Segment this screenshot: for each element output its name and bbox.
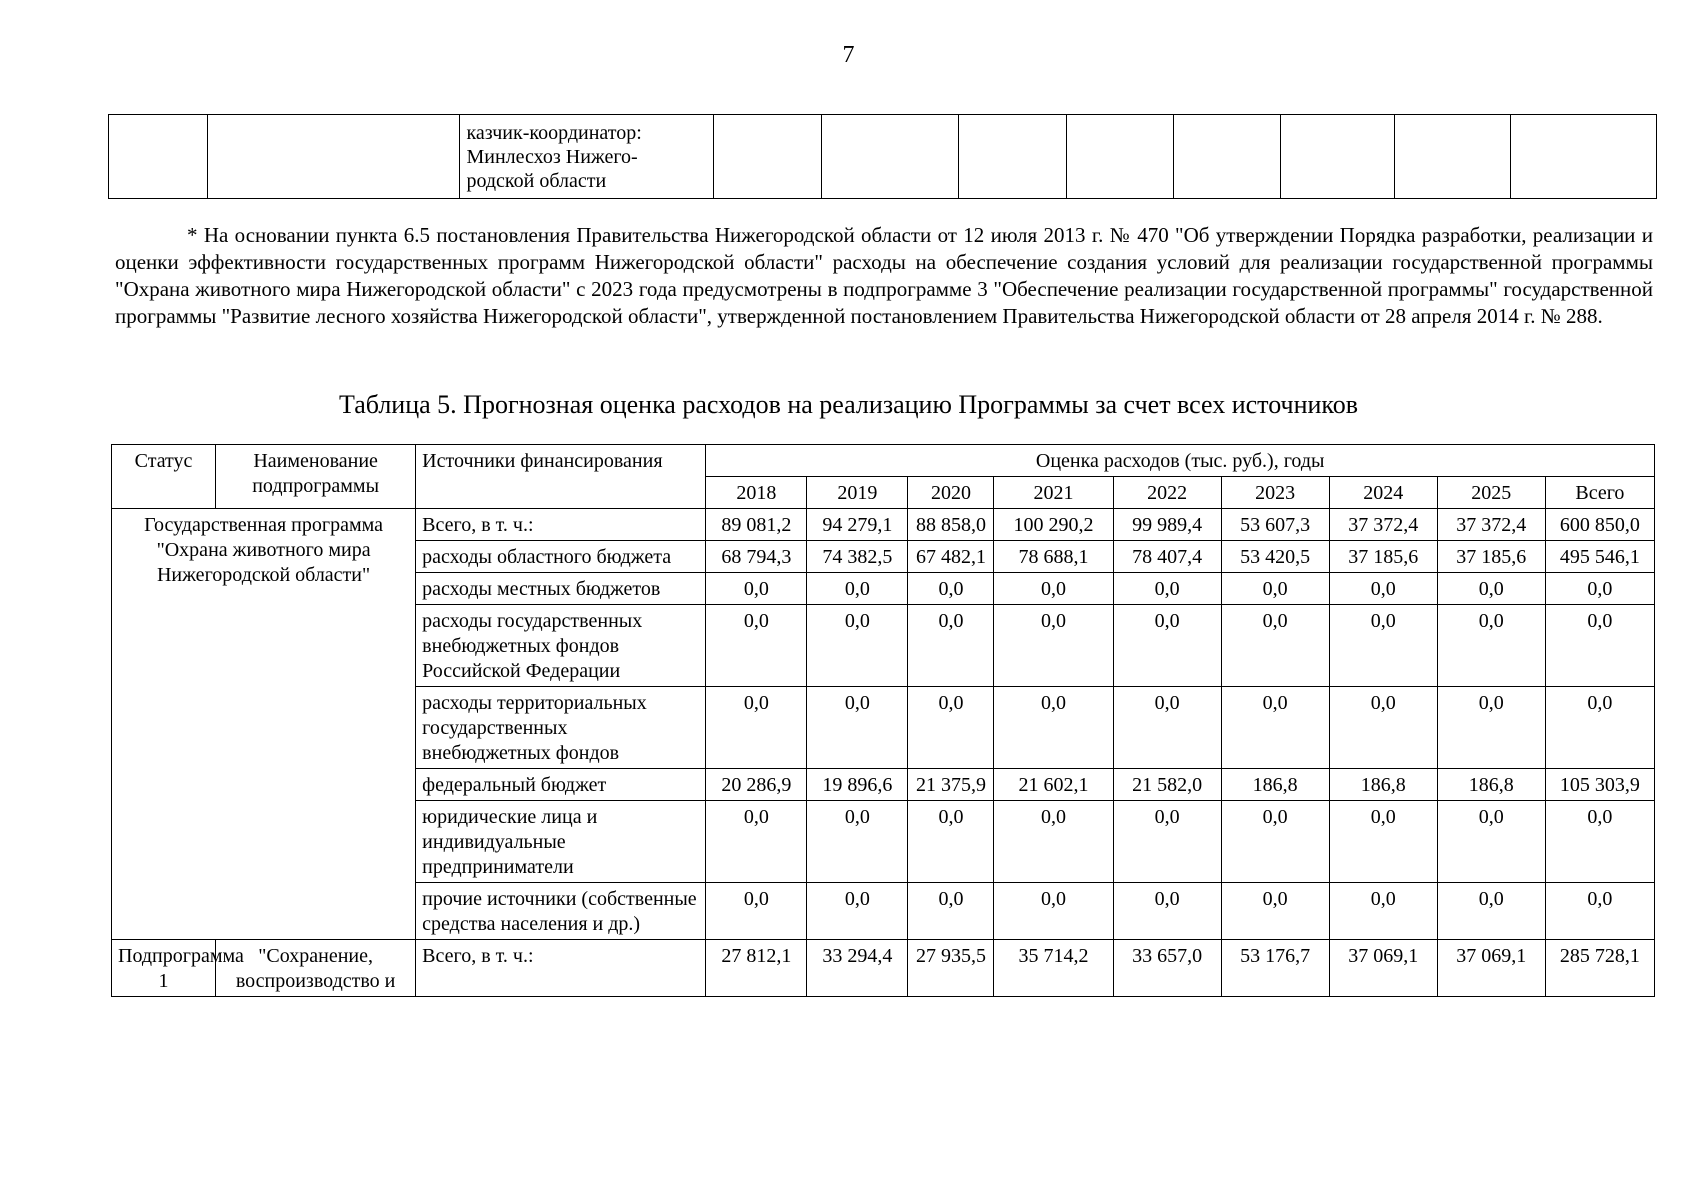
value-cell: 0,0 <box>908 573 994 605</box>
continuation-table <box>108 114 1657 199</box>
header-sources: Источники финансирования <box>416 445 706 509</box>
empty-cell <box>713 115 821 199</box>
empty-cell <box>1510 115 1656 199</box>
value-cell: 0,0 <box>1437 883 1545 940</box>
value-cell: 285 728,1 <box>1545 940 1654 997</box>
value-cell: 600 850,0 <box>1545 509 1654 541</box>
page-number: 7 <box>842 42 855 68</box>
source-cell: расходы территориальных государственных внебюджетных фондов <box>416 687 706 769</box>
value-cell: 37 069,1 <box>1437 940 1545 997</box>
empty-cell <box>208 115 460 199</box>
value-cell: 0,0 <box>807 883 908 940</box>
header-year: 2025 <box>1437 477 1545 509</box>
value-cell: 0,0 <box>1545 687 1654 769</box>
value-cell: 0,0 <box>706 883 807 940</box>
value-cell: 0,0 <box>706 687 807 769</box>
value-cell: 35 714,2 <box>994 940 1113 997</box>
value-cell: 186,8 <box>1329 769 1437 801</box>
empty-cell <box>1067 115 1174 199</box>
empty-cell <box>1174 115 1281 199</box>
value-cell: 0,0 <box>1329 573 1437 605</box>
value-cell: 0,0 <box>908 883 994 940</box>
value-cell: 495 546,1 <box>1545 541 1654 573</box>
header-year: 2020 <box>908 477 994 509</box>
header-year: 2022 <box>1113 477 1221 509</box>
table-row <box>112 509 1655 541</box>
value-cell: 0,0 <box>1437 687 1545 769</box>
value-cell: 0,0 <box>706 573 807 605</box>
value-cell: 21 375,9 <box>908 769 994 801</box>
value-cell: 0,0 <box>1545 573 1654 605</box>
value-cell: 0,0 <box>1329 687 1437 769</box>
value-cell: 0,0 <box>807 573 908 605</box>
value-cell: 0,0 <box>1221 573 1329 605</box>
header-row <box>112 445 1655 477</box>
value-cell: 0,0 <box>1113 801 1221 883</box>
value-cell: 37 372,4 <box>1329 509 1437 541</box>
value-cell: 94 279,1 <box>807 509 908 541</box>
footnote-text: * На основании пункта 6.5 постановления Правительства Нижегородской области от 12 июля 2013 г. № 470 "Об утверждении Порядка разработки, реализации и оценки эффективности государственных программ Нижегородской области" расходы на обеспечение создания условий для реализации государственной программы "Охрана животного мира Нижегородской области" с 2023 года предусмотрены в подпрограмме 3 "Обеспечение реализации государственной программы" государственной программы "Развитие лесного хозяйства Нижегородской области", утвержденной постановлением Правительства Нижегородской области от 28 апреля 2014 г. № 288. <box>115 223 1653 328</box>
value-cell: 33 657,0 <box>1113 940 1221 997</box>
source-cell: расходы государственных внебюджетных фондов Российской Федерации <box>416 605 706 687</box>
header-year: 2018 <box>706 477 807 509</box>
empty-cell <box>1395 115 1510 199</box>
value-cell: 0,0 <box>1113 605 1221 687</box>
value-cell: 53 176,7 <box>1221 940 1329 997</box>
value-cell: 0,0 <box>1329 605 1437 687</box>
empty-cell <box>821 115 959 199</box>
subprogram-status: Подпрограмма 1 <box>112 940 216 997</box>
value-cell: 0,0 <box>1545 801 1654 883</box>
value-cell: 0,0 <box>1113 687 1221 769</box>
table-title: Таблица 5. Прогнозная оценка расходов на реализацию Программы за счет всех источников <box>338 390 1359 419</box>
footnote <box>115 222 1653 330</box>
value-cell: 0,0 <box>994 605 1113 687</box>
table-row <box>112 940 1655 997</box>
header-status: Статус <box>112 445 216 509</box>
value-cell: 74 382,5 <box>807 541 908 573</box>
value-cell: 0,0 <box>1221 801 1329 883</box>
value-cell: 68 794,3 <box>706 541 807 573</box>
value-cell: 0,0 <box>908 801 994 883</box>
value-cell: 0,0 <box>1221 605 1329 687</box>
value-cell: 0,0 <box>1329 801 1437 883</box>
empty-cell <box>959 115 1067 199</box>
customer-line: Минлесхоз Нижего- <box>466 146 638 168</box>
value-cell: 21 582,0 <box>1113 769 1221 801</box>
value-cell: 0,0 <box>908 687 994 769</box>
value-cell: 53 420,5 <box>1221 541 1329 573</box>
header-total: Всего <box>1545 477 1654 509</box>
value-cell: 0,0 <box>1545 605 1654 687</box>
value-cell: 0,0 <box>994 573 1113 605</box>
header-year: 2024 <box>1329 477 1437 509</box>
empty-cell <box>109 115 208 199</box>
source-cell: Всего, в т. ч.: <box>416 940 706 997</box>
value-cell: 21 602,1 <box>994 769 1113 801</box>
customer-line: родской области <box>466 170 607 192</box>
value-cell: 99 989,4 <box>1113 509 1221 541</box>
value-cell: 27 812,1 <box>706 940 807 997</box>
program-status: Государственная программа "Охрана животного мира Нижегородской области" <box>112 509 416 940</box>
value-cell: 0,0 <box>994 801 1113 883</box>
value-cell: 0,0 <box>807 801 908 883</box>
value-cell: 0,0 <box>807 605 908 687</box>
value-cell: 0,0 <box>807 687 908 769</box>
value-cell: 0,0 <box>908 605 994 687</box>
customer-line: казчик-координатор: <box>466 122 642 144</box>
empty-cell <box>1280 115 1394 199</box>
customer-cell <box>460 115 713 199</box>
value-cell: 0,0 <box>706 801 807 883</box>
value-cell: 0,0 <box>1437 573 1545 605</box>
value-cell: 27 935,5 <box>908 940 994 997</box>
value-cell: 186,8 <box>1437 769 1545 801</box>
value-cell: 67 482,1 <box>908 541 994 573</box>
value-cell: 78 407,4 <box>1113 541 1221 573</box>
value-cell: 105 303,9 <box>1545 769 1654 801</box>
value-cell: 78 688,1 <box>994 541 1113 573</box>
value-cell: 100 290,2 <box>994 509 1113 541</box>
value-cell: 0,0 <box>1437 605 1545 687</box>
value-cell: 37 372,4 <box>1437 509 1545 541</box>
source-cell: федеральный бюджет <box>416 769 706 801</box>
header-year: 2019 <box>807 477 908 509</box>
value-cell: 37 185,6 <box>1329 541 1437 573</box>
header-year: 2021 <box>994 477 1113 509</box>
expenses-table <box>111 444 1655 997</box>
value-cell: 186,8 <box>1221 769 1329 801</box>
value-cell: 20 286,9 <box>706 769 807 801</box>
subprogram-name: "Сохранение, воспроизводство и <box>216 940 416 997</box>
continuation-row <box>109 115 1657 199</box>
value-cell: 0,0 <box>1221 883 1329 940</box>
value-cell: 88 858,0 <box>908 509 994 541</box>
value-cell: 53 607,3 <box>1221 509 1329 541</box>
value-cell: 89 081,2 <box>706 509 807 541</box>
value-cell: 0,0 <box>1113 883 1221 940</box>
source-cell: расходы областного бюджета <box>416 541 706 573</box>
source-cell: юридические лица и индивидуальные предприниматели <box>416 801 706 883</box>
value-cell: 0,0 <box>1221 687 1329 769</box>
value-cell: 37 069,1 <box>1329 940 1437 997</box>
value-cell: 19 896,6 <box>807 769 908 801</box>
value-cell: 0,0 <box>1437 801 1545 883</box>
value-cell: 0,0 <box>1329 883 1437 940</box>
value-cell: 0,0 <box>706 605 807 687</box>
header-estimate: Оценка расходов (тыс. руб.), годы <box>706 445 1655 477</box>
source-cell: Всего, в т. ч.: <box>416 509 706 541</box>
value-cell: 37 185,6 <box>1437 541 1545 573</box>
value-cell: 0,0 <box>994 883 1113 940</box>
header-year: 2023 <box>1221 477 1329 509</box>
value-cell: 0,0 <box>1113 573 1221 605</box>
header-name: Наименование подпрограммы <box>216 445 416 509</box>
value-cell: 0,0 <box>1545 883 1654 940</box>
value-cell: 0,0 <box>994 687 1113 769</box>
source-cell: расходы местных бюджетов <box>416 573 706 605</box>
source-cell: прочие источники (собственные средства населения и др.) <box>416 883 706 940</box>
value-cell: 33 294,4 <box>807 940 908 997</box>
